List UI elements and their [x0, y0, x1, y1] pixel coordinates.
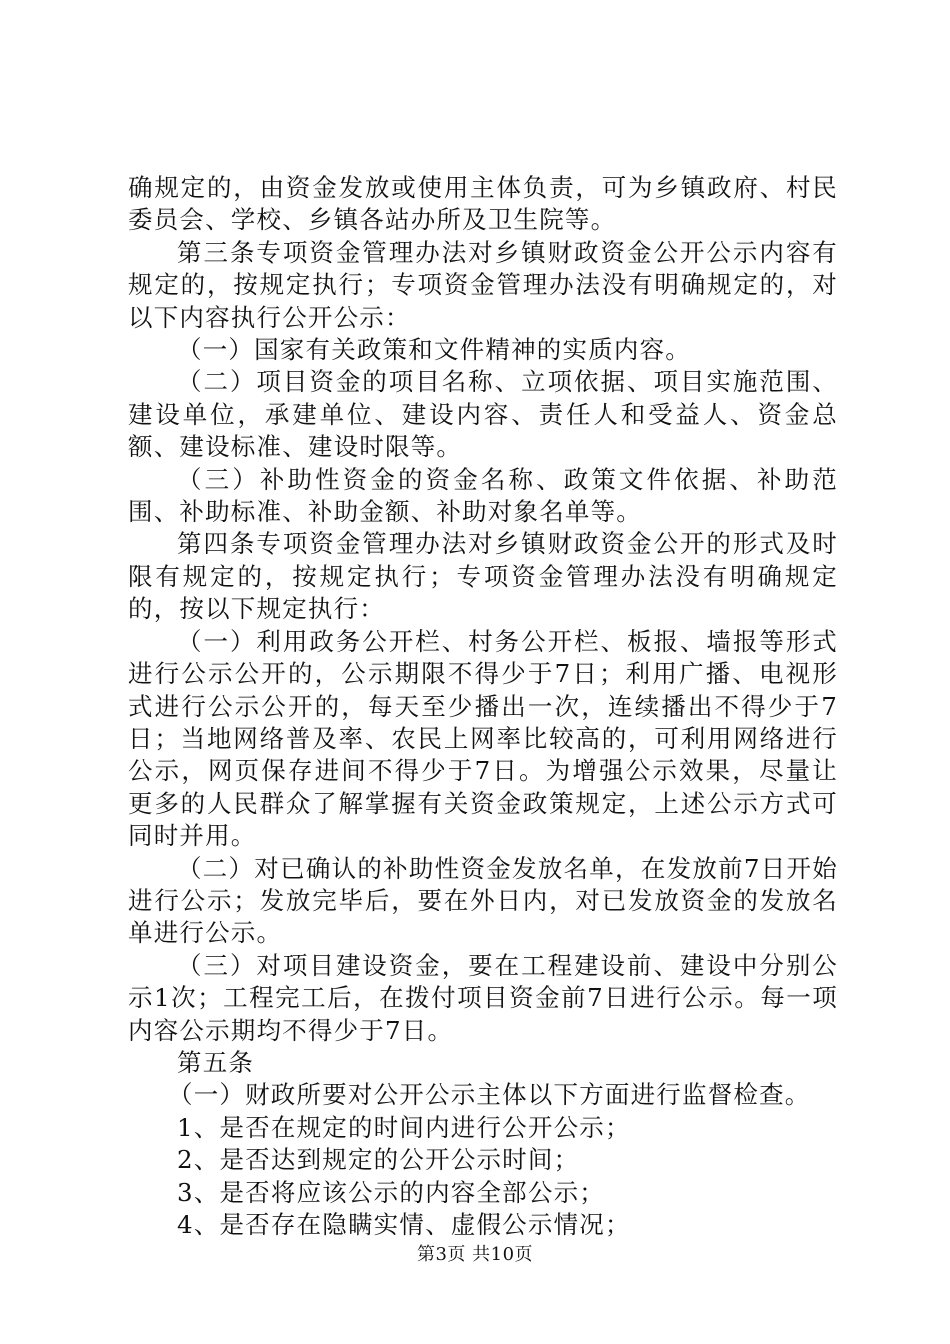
article-5-heading: 第五条 [177, 1047, 255, 1077]
article-5-item-1: （一）财政所要对公开公示主体以下方面进行监督检查。 [168, 1080, 811, 1110]
page-number-footer: 第3页 共10页 [416, 1244, 534, 1265]
checklist-item-1: 1、是否在规定的时间内进行公开公示； [177, 1112, 631, 1142]
article-4: 第四条专项资金管理办法对乡镇财政资金公开的形式及时限有规定的，按规定执行；专项资金管理办法没有明确规定的，按以下规定执行： [128, 529, 838, 624]
checklist-item-2: 2、是否达到规定的公开公示时间； [177, 1145, 580, 1175]
checklist-item-3: 3、是否将应该公示的内容全部公示； [177, 1177, 605, 1207]
article-3-item-1: （一）国家有关政策和文件精神的实质内容。 [177, 335, 691, 365]
document-body [128, 172, 838, 1241]
article-3-item-3: （三）补助性资金的资金名称、政策文件依据、补助范围、补助标准、补助金额、补助对象名单等。 [128, 464, 838, 527]
article-4-item-3: （三）对项目建设资金，要在工程建设前、建设中分别公示1次；工程完工后，在拨付项目资金前7日进行公示。每一项内容公示期均不得少于7日。 [128, 950, 838, 1045]
paragraph-continuation: 确规定的，由资金发放或使用主体负责，可为乡镇政府、村民委员会、学校、乡镇各站办所及卫生院等。 [128, 173, 838, 235]
article-4-item-2: （二）对已确认的补助性资金发放名单，在发放前7日开始进行公示；发放完毕后，要在外日内，对已发放资金的发放名单进行公示。 [128, 853, 838, 948]
article-4-item-1: （一）利用政务公开栏、村务公开栏、板报、墙报等形式进行公示公开的，公示期限不得少于7日；利用广播、电视形式进行公示公开的，每天至少播出一次，连续播出不得少于7日；当地网络普及率、农民上网率比较高的，可利用网络进行公示，网页保存进间不得少于7日。为增强公示效果，尽量让更多的人民群众了解掌握有关资金政策规定，上述公示方式可同时并用。 [128, 626, 838, 851]
checklist-item-4: 4、是否存在隐瞒实情、虚假公示情况； [177, 1210, 631, 1239]
article-3-item-2: （二）项目资金的项目名称、立项依据、项目实施范围、建设单位，承建单位、建设内容、责任人和受益人、资金总额、建设标准、建设时限等。 [128, 367, 838, 462]
article-3: 第三条专项资金管理办法对乡镇财政资金公开公示内容有规定的，按规定执行；专项资金管理办法没有明确规定的，对以下内容执行公开公示： [128, 237, 838, 332]
